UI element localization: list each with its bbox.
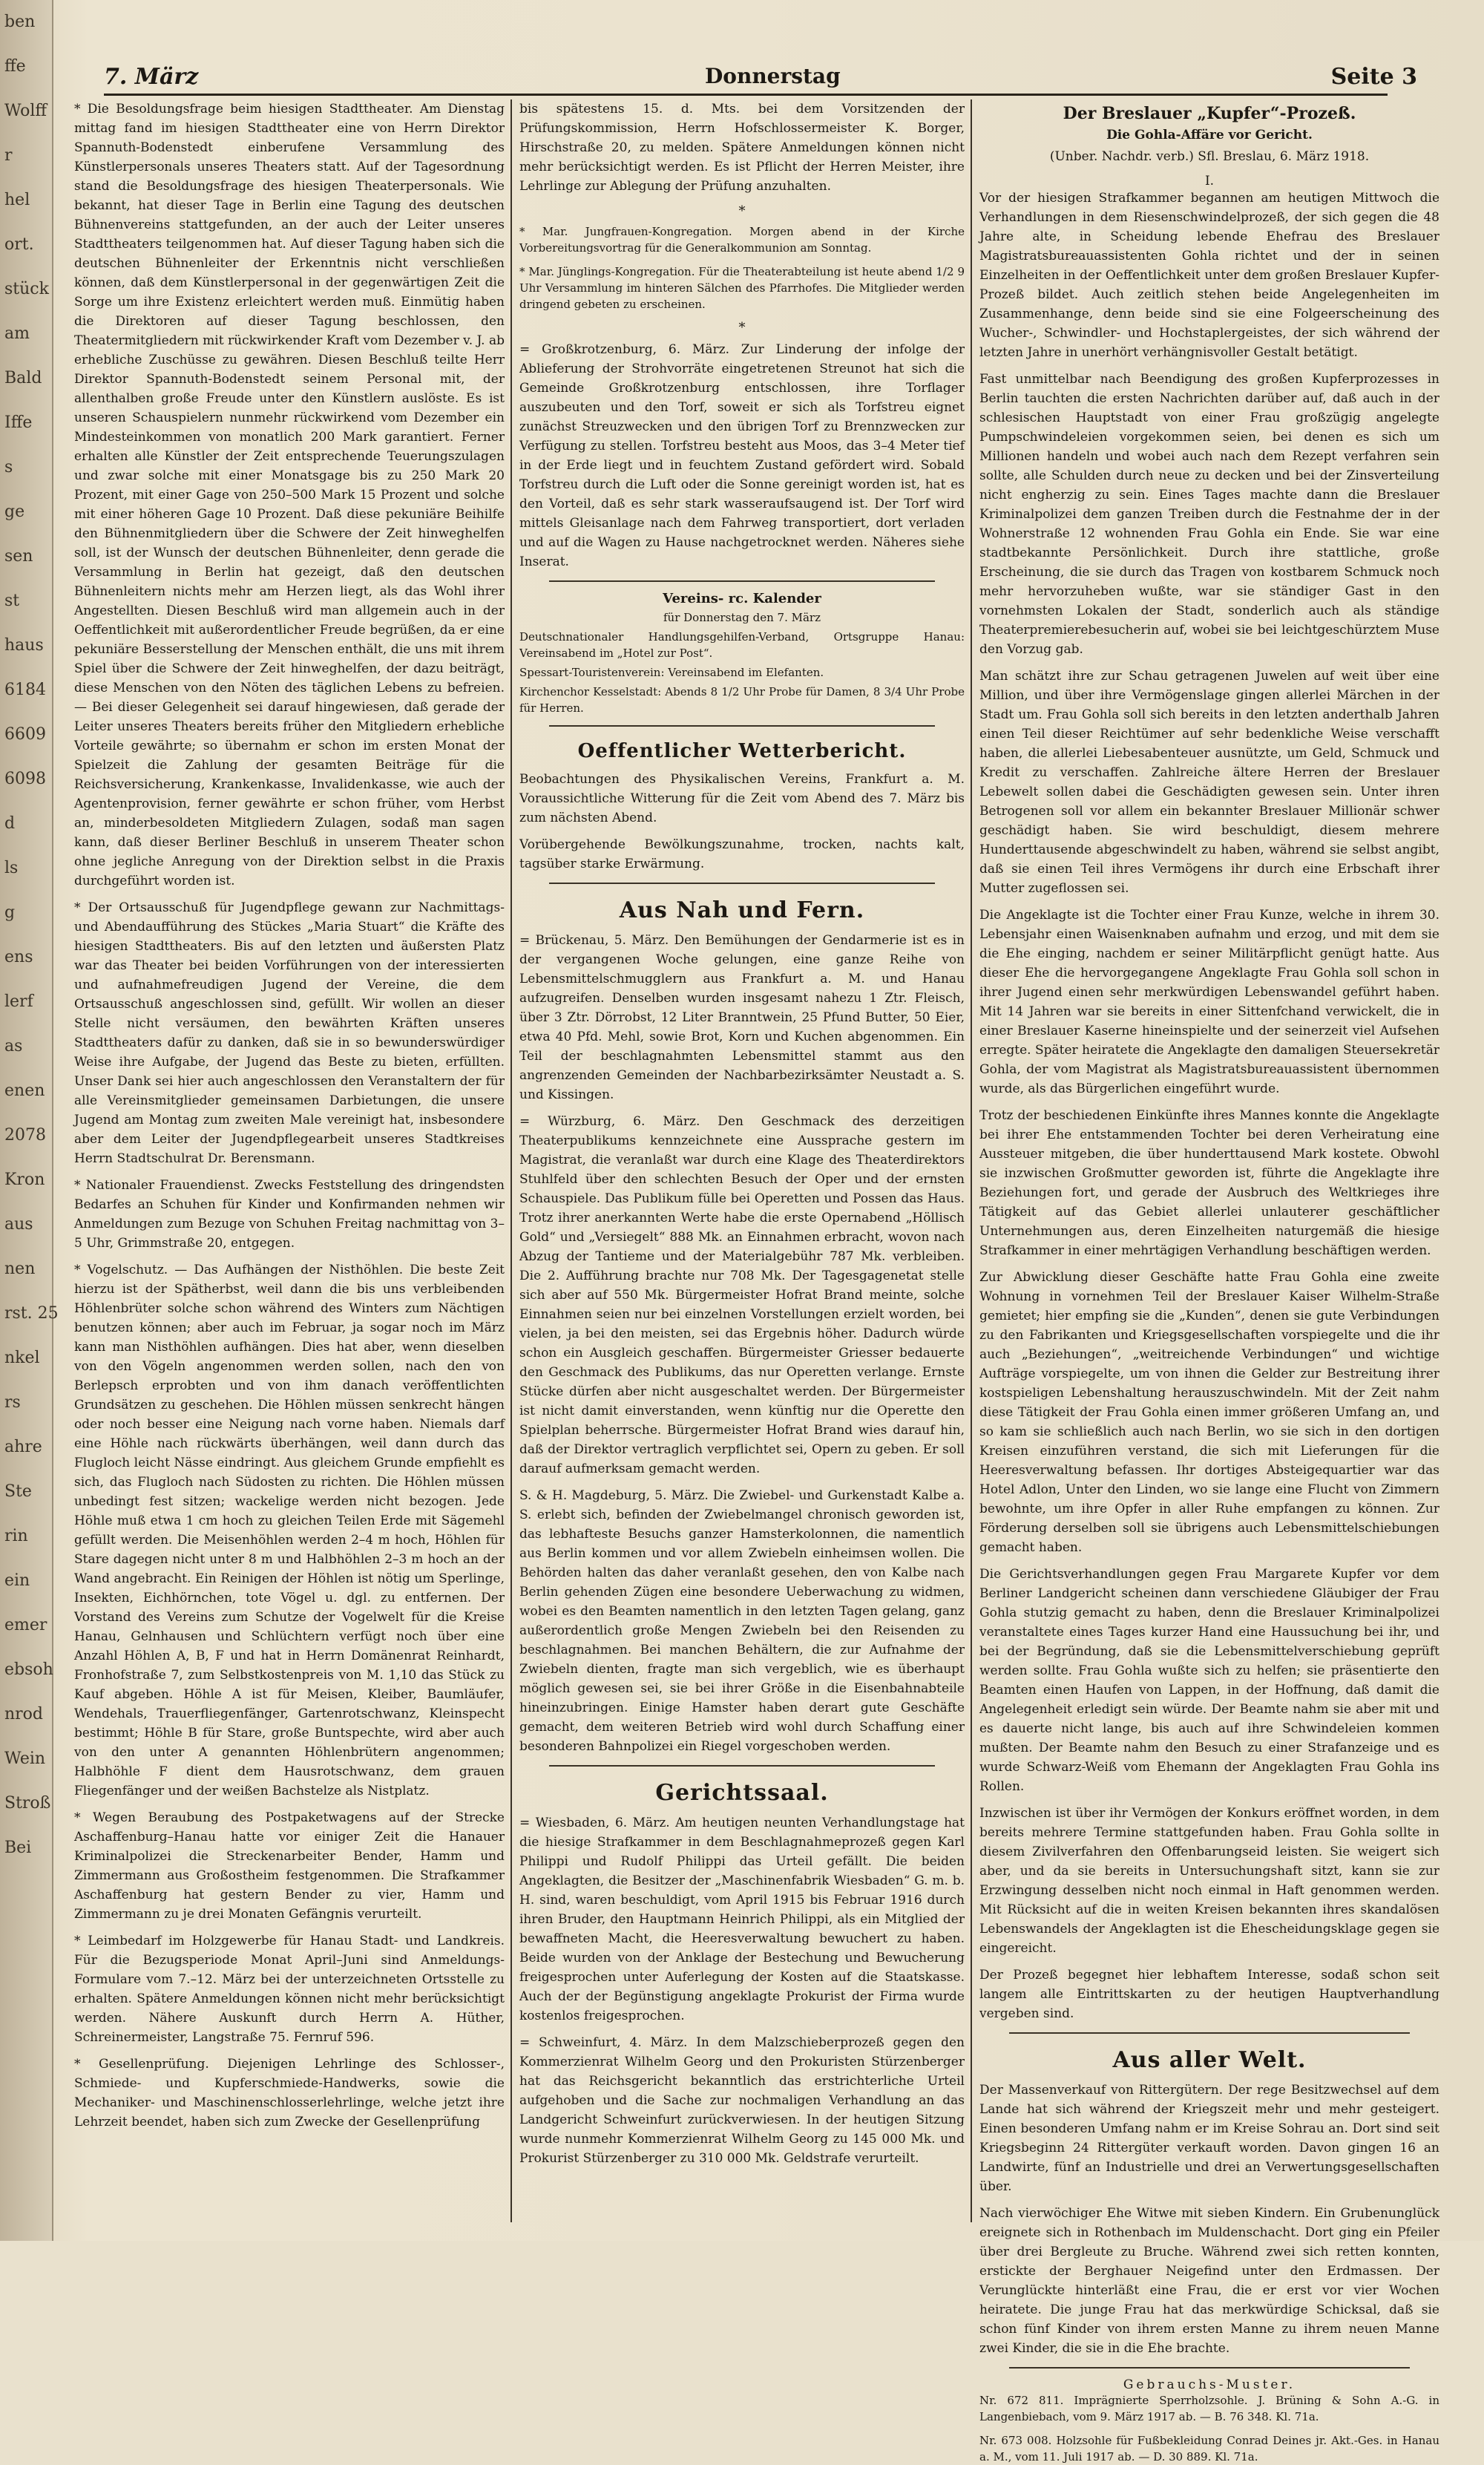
kupfer-para: Vor der hiesigen Strafkammer begannen am heutigen Mittwoch die Verhandlungen in dem Riesenschwindelprozeß, der sich gegen die 48 Jahre alte, in Scheidung lebende Ehefrau des Breslauer Magistratsbureauassistenten Gohla richtet und der in seinen Einzelheiten in der Oeffentlichkeit unter dem großen Breslauer Kupfer-Prozeß bildet. Auch zeitlich stehen beide Angelegenheiten im Zusammenhange, denn beide sind sie eine Folgeerscheinung des Wucher-, Schwindler- und Hochstaplergeistes, der sich während der letzten Jahre in unerhört verhängnisvoller Gestalt betätigt. <box>979 191 1439 360</box>
section-title-gerichtssaal: Gerichtssaal. <box>655 1780 829 1806</box>
kupfer-para: Trotz der beschiedenen Einkünfte ihres Mannes konnte die Angeklagte bei ihrer Ehe entstammenden Tochter bei deren Verheiratung eine Aussteuer mitgeben, die über hunderttausend Mark kostete. Obwohl sie inzwischen Großmutter geworden ist, führte die Angeklagte ihre Beziehungen fort, und gerade der Ausbruch des Weltkrieges ihre Tätigkeit auf das Gebiet allerlei unlauterer geschäftlicher Unternehmungen aus, deren Einzelheiten naturgemäß die hiesige Strafkammer in einer mehrtägigen Verhandlung beschäftigen werden. <box>979 1108 1439 1258</box>
divider <box>1009 2367 1410 2369</box>
kupfer-para: Der Prozeß begegnet hier lebhaftem Interesse, sodaß schon seit langem alle Eintrittskarten zu der heutigen Hauptverhandlung vergeben sind. <box>979 1968 1439 2021</box>
article-bird-protection: * Vogelschutz. — Das Aufhängen der Nisthöhlen. Die beste Zeit hierzu ist der Spätherbst, weil dann die bis uns verbleibenden Höhlenbrüter solche schon während des Winters zum Nächtigen benutzen können; aber auch im Februar, ja sogar noch im März kann man Nisthöhlen aufhängen. Dies hat aber, wenn dieselben von den Vögeln angenommen werden sollen, nach den von Berlepsch erprobten und von ihm danach veröffentlichten Grundsätzen zu geschehen. Die Höhlen müssen senkrecht hängen oder noch besser eine Neigung nach vorne haben. Niemals darf eine Höhle nach rückwärts überhängen, weil dann durch das Flugloch leicht Nässe eindringt. Aus gleichem Grunde empfiehlt es sich, das Flugloch nach Südosten zu richten. Die Höhlen müssen unbedingt fest sitzen; wackelige werden nicht bezogen. Jede Höhle muß etwa 1 cm hoch zu gleichen Teilen Erde mit Sägemehl gefüllt werden. Die Meisenhöhlen werden 2–4 m hoch, Höhlen für Stare dagegen nicht unter 8 m und Halbhöhlen 2–3 m hoch an der Wand angebracht. Ein Reinigen der Höhlen ist nötig um Sperlinge, Insekten, Eichhörnchen, tote Vögel u. dgl. zu entfernen. Der Vorstand des Vereins zum Schutze der Vogelwelt für die Kreise Hanau, Gelnhausen und Schlüchtern verfügt noch über eine Anzahl Höhlen A, B, F und hat in Herrn Domänenrat Reinhardt, Fronhofstraße 7, zum Selbstkostenpreis von M. 1,10 das Stück zu Kauf abgeben. Höhle A ist für Meisen, Kleiber, Baumläufer, Wendehals, Trauerfliegenfänger, Gartenrotschwanz, Kleinspecht bestimmt; Höhle B für Stare, große Buntspechte, wird aber auch von den unter A genannten Höhlenbrütern angenommen; Halbhöhle F dient dem Hausrotschwanz, dem grauen Fliegenfänger und der weißen Bachstelze als Nistplatz. <box>74 1263 505 1798</box>
margin-fragment: lerf <box>4 992 33 1011</box>
separator-star: * <box>738 320 746 335</box>
header-weekday: Donnerstag <box>705 64 841 88</box>
article-apprentice-exam-cont: bis spätestens 15. d. Mts. bei dem Vorsitzenden der Prüfungskommission, Herrn Hofschlossermeister K. Borger, Hirschstraße 20, zu melden. Spätere Anmeldungen können nicht mehr berücksichtigt werden. Es ist Pflicht der Herren Meister, ihre Lehrlinge zur Ablegung der Prüfung anzuhalten. <box>519 102 965 194</box>
margin-fragment: as <box>4 1037 23 1055</box>
margin-fragment: rin <box>4 1527 28 1545</box>
kupfer-para: Die Angeklagte ist die Tochter einer Frau Kunze, welche in ihrem 30. Lebensjahr einen Waisenknaben aufnahm und erzog, und mit dem sie die Ehe einging, nachdem er seiner Militärpflicht genügt hatte. Aus dieser Ehe die hervorgegangene Angeklagte Frau Gohla soll schon in ihrer Jugend einen sehr merkwürdigen Lebenswandel geführt haben. Mit 14 Jahren war sie bereits in einer Sittenfchand verwickelt, die in einer Breslauer Kaserne hineinspielte und der seinerzeit viel Aufsehen erregte. Später heiratete die Angeklagte den damaligen Steuersekretär Gohla, der vom Magistrat als Magistratsbureauassistent übernommen wurde, als das Bürgerlichen eingeführt wurde. <box>979 908 1439 1096</box>
margin-fragment: s <box>4 458 13 477</box>
margin-fragment: Bald <box>4 369 42 387</box>
divider <box>549 725 935 727</box>
divider <box>1009 2032 1410 2034</box>
article-dateline: (Unber. Nachdr. verb.) Sfl. Breslau, 6. März 1918. <box>1049 149 1370 164</box>
club-calendar <box>519 591 965 716</box>
article-apprentice-exam: * Gesellenprüfung. Diejenigen Lehrlinge des Schlosser-, Schmiede- und Kupferschmiede-Handwerks, sowie die Mechaniker- und Maschinenschlosserlehrlinge, welche jetzt ihre Lehrzeit beendet, haben sich zum Zwecke der Gesellenprüfung <box>74 2057 505 2130</box>
article-mail-robbery: * Wegen Beraubung des Postpaketwagens auf der Strecke Aschaffenburg–Hanau hatte vor einiger Zeit die Hanauer Kriminalpolizei die Streckenarbeiter Bender, Hamm und Zimmermann aus Großostheim festgenommen. Die Strafkammer Aschaffenburg hat gestern Bender zu vier, Hamm und Zimmermann zu je drei Monaten Gefängnis verurteilt. <box>74 1810 505 1922</box>
patent-entry: Nr. 673 008. Holzsohle für Fußbekleidung Conrad Deines jr. Akt.-Ges. in Hanau a. M., vom 11. Juli 1917 ab. — D. 30 889. Kl. 71a. <box>979 2434 1439 2464</box>
column-rule <box>971 99 972 2222</box>
margin-fragment: nen <box>4 1260 36 1278</box>
margin-fragment: d <box>4 814 16 833</box>
page-header <box>104 64 1417 96</box>
column-3 <box>979 99 1439 2464</box>
article-rittergueter: Der Massenverkauf von Rittergütern. Der rege Besitzwechsel auf dem Lande hat sich während der Kriegszeit mehr und mehr gesteigert. Einen besonderen Umfang nahm er im Kreise Sohrau an. Dort sind seit Kriegsbeginn 24 Rittergüter verkauft worden. Davon gingen 16 an Landwirte, fünf an Industrielle und drei an Verwertungsgesellschaften über. <box>979 2083 1439 2194</box>
margin-fragment: Ste <box>4 1482 32 1501</box>
margin-fragment: ebsoh <box>4 1660 53 1679</box>
column-2 <box>519 99 965 2230</box>
article-subtitle-gohla: Die Gohla-Affäre vor Gericht. <box>1106 128 1313 143</box>
divider <box>549 883 935 884</box>
kupfer-para: Die Gerichtsverhandlungen gegen Frau Margarete Kupfer vor dem Berliner Landgericht scheinen dann verschiedene Gläubiger der Frau Gohla stutzig gemacht zu haben, denn die Breslauer Kriminalpolizei veranstaltete eines Tages kurzer Hand eine Haussuchung bei ihr, und bei der Begründung, daß sie die Lebensmittelverschiebung geprüft werden sollte. Frau Gohla wußte sich zu helfen; sie präsentierte den Beamten einen Haufen von Lappen, in der Hoffnung, daß damit die Angelegenheit erledigt sein würde. Der Beamte nahm sie aber mit und es dauerte nicht lange, bis auch auf ihre Schwindeleien kommen mußten. Der Beamte nahm den Besuch zu einer Strafanzeige und es wurde Schwarz-Weiß vom Ehemann der Angeklagten Frau Gohla ins Rollen. <box>979 1567 1439 1794</box>
kupfer-para: Fast unmittelbar nach Beendigung des großen Kupferprozesses in Berlin tauchten die ersten Nachrichten darüber auf, daß auch in der schlesischen Hauptstadt von einer Frau großzügig angelegte Pumpschwindeleien vorgekommen seien, bei denen es sich um Millionen handeln und wobei auch nach dem Rezept verfahren sein sollte, alle Schulden durch neue zu decken und bei der Zinsverteilung nicht engherzig zu sein. Eines Tages machte dann die Breslauer Kriminalpolizei dem ganzen Treiben durch die Festnahme der in der Wohnerstraße 12 wohnenden Frau Gohla ein Ende. Sie war eine stadtbekannte Persönlichkeit. Durch ihre stattliche, große Erscheinung, die sie durch das Tragen von kostbarem Schmuck noch mehr hervorzuheben wußte, war sie ständiger Gast in den vornehmsten Lokalen der Stadt, sonderlich auch als ständige Theaterpremierebesucherin auf, wobei sie bei leichtgeschürztem Muse den Vorzug gab. <box>979 372 1439 657</box>
margin-fragment: ahre <box>4 1438 42 1456</box>
margin-fragment: ein <box>4 1571 30 1590</box>
article-glue-demand: * Leimbedarf im Holzgewerbe für Hanau Stadt- und Landkreis. Für die Bezugsperiode Monat April–Juni sind Anmeldungs-Formulare vom 7.–12. März bei der unterzeichneten Ortsstelle zu erhalten. Spätere Anmeldungen können nicht mehr berücksichtigt werden. Nähere Auskunft durch Herrn A. Hüther, Schreinermeister, Langstraße 75. Fernruf 596. <box>74 1934 505 2045</box>
weather-forecast: Vorübergehende Bewölkungszunahme, trocken, nachts kalt, tagsüber starke Erwärmung. <box>519 837 965 871</box>
column-rule <box>510 99 512 2222</box>
margin-fragment: r <box>4 146 13 165</box>
calendar-subtitle: für Donnerstag den 7. März <box>663 611 821 624</box>
header-date: 7. März <box>104 64 199 90</box>
margin-fragment: stück <box>4 280 49 298</box>
margin-fragment: Wolff <box>4 102 47 120</box>
weather-title: Oeffentlicher Wetterbericht. <box>577 740 907 762</box>
separator-star: * <box>738 203 746 219</box>
margin-fragment: 6184 <box>4 681 46 699</box>
article-womens-service: * Nationaler Frauendienst. Zwecks Feststellung des dringendsten Bedarfes an Schuhen für Kinder und Konfirmanden nehmen wir Anmeldungen zum Bezuge von Schuhen Freitag nachmittag von 3–5 Uhr, Grimmstraße 20, entgegen. <box>74 1178 505 1251</box>
margin-fragment: st <box>4 592 20 610</box>
kupfer-para: Inzwischen ist über ihr Vermögen der Konkurs eröffnet worden, in dem bereits mehrere Termine stattgefunden haben. Frau Gohla sollte in diesem Zivilverfahren den Offenbarungseid leisten. Sie weigert sich aber, und da sie bereits in Untersuchungshaft sitzt, kann sie zur Erzwingung desselben nicht noch einmal in Haft genommen werden. Mit Rücksicht auf die in weiten Kreisen bekannten ihres skandalösen Lebenswandels der Angeklagten ist die Ehescheidungsklage gegen sie eingereicht. <box>979 1806 1439 1956</box>
margin-fragment: 6098 <box>4 770 46 788</box>
margin-fragment: 6609 <box>4 725 46 744</box>
margin-fragment: ben <box>4 13 36 31</box>
margin-fragment: nrod <box>4 1705 44 1723</box>
section-title-nah-fern: Aus Nah und Fern. <box>619 897 865 923</box>
margin-fragment: nkel <box>4 1349 40 1367</box>
article-magdeburg: S. & H. Magdeburg, 5. März. Die Zwiebel- und Gurkenstadt Kalbe a. S. erlebt sich, befinden der Zwiebelmangel chronisch geworden ist, das lebhafteste Besuchs ganzer Hamsterkolonnen, die namentlich aus Berlin kommen und vor allem Zwiebeln einheimsen wollen. Die Behörden halten das daher veranlaßt gesehen, den von Kalbe nach Berlin gehenden Zügen eine besondere Ueberwachung zu widmen, wobei es den Beamten namentlich in den letzten Tagen gelang, ganz außerordentlich große Mengen Zwiebeln bei den Reisenden zu beschlagnahmen. Bei manchen Behältern, die zur Aufnahme der Zwiebeln dienten, fragte man sich vergeblich, wie es überhaupt möglich gewesen sei, sie bei ihrer Größe in die Eisenbahnabteile hineinzubringen. Einige Hamster haben derart gute Geschäfte gemacht, dem weiteren Betrieb wird wohl durch Schaffung einer besonderen Bahnpolizei ein Riegel vorgeschoben werden. <box>519 1488 965 1754</box>
margin-fragment: g <box>4 903 16 922</box>
margin-fragment: ens <box>4 948 33 966</box>
margin-fragment: am <box>4 324 30 343</box>
article-wiesbaden: = Wiesbaden, 6. März. Am heutigen neunten Verhandlungstage hat die hiesige Strafkammer in dem Beschlagnahmeprozeß gegen Karl Philippi und Rudolf Philippi das Urteil gefällt. Die beiden Angeklagten, die Besitzer der „Maschinenfabrik Wiesbaden“ G. m. b. H. sind, waren beschuldigt, vom April 1915 bis Februar 1916 durch ihren Bruder, den Hauptmann Heinrich Philippi, als ein Mitglied der bewaffneten Macht, die Heeresverwaltung bewuchert zu haben. Beide wurden von der Anklage der Bestechung und Bewucherung freigesprochen unter Auferlegung der Kosten auf die Staatskasse. Auch der der Begünstigung angeklagte Prokurist der Firma wurde kostenlos freigesprochen. <box>519 1816 965 2023</box>
patent-title: Gebrauchs-Muster. <box>1123 2377 1296 2392</box>
article-brueckenau: = Brückenau, 5. März. Den Bemühungen der Gendarmerie ist es in der vergangenen Woche gelungen, eine ganze Reihe von Lebensmittelschmugglern aus Frankfurt a. M. und Hanau aufzugreifen. Denselben wurden insgesamt nahezu 1 Ztr. Fleisch, über 3 Ztr. Dörrobst, 12 Liter Branntwein, 25 Pfund Butter, 50 Eier, etwa 40 Pfd. Mehl, sowie Brot, Korn und Kuchen abgenommen. Ein Teil der beschlagnahmten Lebensmittel stammt aus den angrenzenden Gemeinden der Nachbarbezirksämter Neustadt a. S. und Kissingen. <box>519 933 965 1102</box>
patent-entry: Nr. 672 811. Imprägnierte Sperrholzsohle. J. Brüning & Sohn A.-G. in Langenbiebach, vom 9. März 1917 ab. — B. 76 348. Kl. 71a. <box>979 2394 1439 2423</box>
calendar-entry: Spessart-Touristenverein: Vereinsabend im Elefanten. <box>519 666 824 679</box>
weather-report: Beobachtungen des Physikalischen Vereins, Frankfurt a. M. Voraussichtliche Witterung für die Zeit vom Abend des 7. März bis zum nächsten Abend. <box>519 772 965 825</box>
margin-fragment: ffe <box>4 57 26 76</box>
notice-juenglinge: * Mar. Jünglings-Kongregation. Für die Theaterabteilung ist heute abend 1/2 9 Uhr Versammlung im hinteren Sälchen des Pfarrhofes. Die Mitglieder werden dringend gebeten zu erscheinen. <box>519 265 965 311</box>
calendar-title: Vereins- rc. Kalender <box>663 591 821 606</box>
divider <box>549 1765 935 1767</box>
article-theater-salaries: * Die Besoldungsfrage beim hiesigen Stadttheater. Am Dienstag mittag fand im hiesigen Stadttheater eine von Herrn Direktor Spannuth-Bodenstedt einberufene Versammlung des Künstlerpersonals unseres Theaters statt. Auf der Tagesordnung stand die Besoldungsfrage des hiesigen Theaterpersonals. Wie bekannt, hat dieser Tage in Berlin eine Tagung des deutschen Bühnenvereins stattgefunden, an der auch der Leiter unseres Stadttheaters teilgenommen hat. Auf dieser Tagung haben sich die deutschen Bühnenleiter der Erkenntnis nicht verschließen können, daß dem Künstlerpersonal in der gegenwärtigen Zeit die Sorge um ihre Existenz erleichtert werden muß. Einmütig haben die Direktoren auf dieser Tagung beschlossen, den Theatermitgliedern mit rückwirkender Kraft vom Dezember v. J. ab erhebliche Zuschüsse zu gewähren. Diesen Beschluß teilte Herr Direktor Spannuth-Bodenstedt seinem Personal mit, der allenthalben große Freude unter den Künstlern auslöste. Es ist unseren Schauspielern nunmehr rückwirkend vom Dezember ein Mindesteinkommen von monatlich 200 Mark garantiert. Ferner erhalten alle Künstler der Zeit entsprechende Teuerungszulagen und zwar solche mit einer Monatsgage bis zu 250 Mark 20 Prozent, mit einer Gage von 250–500 Mark 15 Prozent und solche mit einer höheren Gage 10 Prozent. Daß diese pekuniäre Beihilfe den Bühnenmitgliedern über die Schwere der Zeit hinweghelfen soll, ist der Wunsch der deutschen Bühnenleiter, denn gerade die Versammlung in Berlin hat gezeigt, daß den deutschen Bühnenleitern nichts mehr am Herzen liegt, als das Wohl ihrer Angestellten. Diesen Beschluß wird man allgemein auch in der Oeffentlichkeit mit außerordentlicher Freude begrüßen, da er eine pekuniäre Besserstellung der Menschen enthält, die uns mit ihrem Spiel über die Schwere der Zeit hinweghelfen, der dazu beiträgt, diese Menschen von den Nöten des täglichen Lebens zu befreien. — Bei dieser Gelegenheit sei darauf hingewiesen, daß gerade der Leiter unseres Theaters bereits früher den Mitgliedern erhebliche Vorteile gewährte; so übernahm er schon im ersten Monat der Spielzeit die Zahlung der gesamten Beiträge für die Reichsversicherung, Krankenkasse, Invalidenkasse, wie auch der Agentenprovision, ferner gewährte er schon früher, vom Herbst an, minderbesoldeten Mitgliedern Zulagen, sodaß man sagen kann, daß dieser Berliner Beschluß in unserem Theater schon ohne jegliche Anregung von der Direktion selbst in die Praxis durchgeführt worden ist. <box>74 102 505 888</box>
article-schweinfurt: = Schweinfurt, 4. März. In dem Malzschieberprozeß gegen den Kommerzienrat Wilhelm Georg und den Prokuristen Stürzenberger hat das Reichsgericht bekanntlich das erstrichterliche Urteil aufgehoben und die Sache zur nochmaligen Verhandlung an das Landgericht Schweinfurt zurückverwiesen. In der heutigen Sitzung wurde nunmehr Kommerzienrat Wilhelm Georg zu 145 000 Mk. und Prokurist Stürzenberger zu 310 000 Mk. Geldstrafe verurteilt. <box>519 2035 965 2166</box>
margin-fragment: ort. <box>4 235 34 254</box>
kupfer-para: Man schätzt ihre zur Schau getragenen Juwelen auf weit über eine Million, und über ihre Vermögenslage gingen allerlei Märchen in der Stadt um. Frau Gohla soll sich bereits in den letzten anderthalb Jahren einen Teil dieser Reichtümer auf sehr bedenkliche Weise verschafft haben, die allerlei Liebesabenteuer ausnützte, um Geld, Schmuck und Kredit zu verschaffen. Zahlreiche ältere Herren der Breslauer Lebewelt sollen dabei die Geschädigten gewesen sein. Unter ihren Betrogenen soll vor allem ein bekannter Breslauer Millionär schwer geschädigt haben. Sie wird beschuldigt, diesem mehrere Hunderttausende abgeschwindelt zu haben, während sie selbst angibt, daß sie einen Teil ihres Vermögens ihr durch eine Erbschaft ihrer Mutter zugeflossen sei. <box>979 669 1439 896</box>
article-grosskrotzenburg: = Großkrotzenburg, 6. März. Zur Linderung der infolge der Ablieferung der Strohvorräte eingetretenen Streunot hat sich die Gemeinde Großkrotzenburg entschlossen, ihre Torflager auszubeuten und den Torf, soweit er sich als Torfstreu eignet zunächst Streuzwecken und den übrigen Torf zu Brennzwecken zur Verfügung zu stellen. Torfstreu besteht aus Moos, das 3–4 Meter tief in der Erde liegt und in feuchtem Zustand gefördert wird. Sobald Torfstreu durch die Luft oder die Sonne gereinigt worden ist, hat es den Vorteil, daß es sehr stark wasseraufsaugend ist. Der Torf wird mittels Gleisanlage nach dem Fahrweg transportiert, dort verladen und auf die Wagen zu Hause nachgetrocknet werden. Näheres siehe Inserat. <box>519 342 965 569</box>
article-part-number: I. <box>1204 174 1215 189</box>
margin-fragment: 2078 <box>4 1126 46 1145</box>
margin-fragment: emer <box>4 1616 47 1634</box>
margin-fragment: rs <box>4 1393 21 1412</box>
left-margin-fragments <box>0 0 59 2241</box>
margin-fragment: enen <box>4 1081 45 1100</box>
margin-fragment: ge <box>4 503 25 521</box>
margin-fragment: ls <box>4 859 19 877</box>
header-page-number: Seite 3 <box>1330 64 1417 90</box>
article-title-kupfer: Der Breslauer „Kupfer“-Prozeß. <box>1063 104 1356 123</box>
margin-fragment: aus <box>4 1215 33 1234</box>
article-youth-care: * Der Ortsausschuß für Jugendpflege gewann zur Nachmittags- und Abendaufführung des Stückes „Maria Stuart“ die Kräfte des hiesigen Stadttheaters. Bis auf den letzten und äußersten Platz war das Theater bei beiden Vorführungen von der interessierten und aufnahmefreudigen Jugend der Vereine, die dem Ortsausschuß angeschlossen sind, gefüllt. Wir wollen an dieser Stelle nicht versäumen, den bewährten Kräften unseres Stadttheaters dafür zu danken, daß sie in so bewunderswürdiger Weise ihre Aufgabe, der Jugend das Beste zu bieten, erfüllten. Unser Dank sei hier auch angeschlossen den Veranstaltern der für alle Vereinsmitglieder gemeinsamen Darbietungen, die unsere Jugend am Montag zum zweiten Male vereinigt hat, insbesondere aber dem Leiter der Jugendpflegearbeit unseres Stadtkreises Herrn Stadtschulrat Dr. Berensmann. <box>74 900 505 1166</box>
section-title-aus-aller-welt: Aus aller Welt. <box>1112 2047 1307 2073</box>
margin-fragment: haus <box>4 636 44 655</box>
margin-fragment: Stroß <box>4 1794 51 1813</box>
notice-jungfrauen: * Mar. Jungfrauen-Kongregation. Morgen abend in der Kirche Vorbereitungsvortrag für die Generalkommunion am Sonntag. <box>519 225 965 255</box>
kupfer-para: Zur Abwicklung dieser Geschäfte hatte Frau Gohla eine zweite Wohnung in vornehmen Teil der Breslauer Kaiser Wilhelm-Straße gemietet; hier empfing sie die „Kunden“, denen sie gute Verbindungen zu den Fabrikanten und Kriegsgesellschaften vorspiegelte und die ihr auch „Beziehungen“, „weitreichende Verbindungen“ und wichtige Aufträge vorspiegelte, um von ihnen die Gelder zur Bestreitung ihrer kostspieligen Lebenshaltung herauszuschwindeln. Mit der Zeit nahm diese Tätigkeit der Frau Gohla einen immer größeren Umfang an, und so kam sie schließlich auch nach Berlin, wo sie sich in den dortigen Kreisen einzuführen verstand, die sich mit Lieferungen für die Heeresverwaltung befassen. Ihr dortiges Absteigequartier war das Hotel Adlon, Unter den Linden, wo sie lange eine Flucht von Zimmern bewohnte, um ihre Opfer in aller Ruhe empfangen zu können. Zur Förderung derselben soll sie übrigens auch Lebensmittelschiebungen gemacht haben. <box>979 1270 1439 1555</box>
margin-fragment: Iffe <box>4 413 33 432</box>
margin-fragment: sen <box>4 547 33 566</box>
divider <box>549 580 935 582</box>
margin-fragment: Wein <box>4 1749 46 1768</box>
margin-fragment: hel <box>4 191 30 209</box>
margin-fragment: rst. 25 <box>4 1304 59 1323</box>
article-grubenunglueck: Nach vierwöchiger Ehe Witwe mit sieben Kindern. Ein Grubenunglück ereignete sich in Rothenbach im Muldenschacht. Dort ging ein Pfeiler über drei Bergleute zu Bruche. Während zwei sich retten konnten, erstickte der Berghauer Neigefind unter den Erdmassen. Der Verunglückte hinterläßt eine Frau, die er erst vor vier Wochen heiratete. Die junge Frau hat das merkwürdige Schicksal, daß sie schon fünf Kinder von ihrem ersten Manne zu ihrem neuen Manne zwei Kinder, die sie in die Ehe brachte. <box>979 2206 1439 2356</box>
column-1 <box>74 99 505 2230</box>
article-wuerzburg: = Würzburg, 6. März. Den Geschmack des derzeitigen Theaterpublikums kennzeichnete eine Aussprache gestern im Magistrat, die veranlaßt war durch eine Klage des Theaterdirektors Stuhlfeld über den schlechten Besuch der Oper und der ernsten Schauspiele. Das Publikum fülle bei Operetten und Possen das Haus. Trotz ihrer anerkannten Werte habe die erste Opernabend „Höllisch Gold“ und „Versiegelt“ 888 Mk. an Einnahmen erbracht, wovon nach Abzug der Tantieme und der Materialgebühr 787 Mk. verbleiben. Die 2. Aufführung brachte nur 708 Mk. Der Tagesgagenetat stelle sich aber auf 550 Mk. Bürgermeister Hofrat Brand meinte, solche Einnahmen seien nur bei einzelnen Vorstellungen erzielt worden, bei vielen, ja bei den meisten, sei das Ergebnis höher. Dadurch würde schon ein Ausgleich geschaffen. Bürgermeister Griesser bedauerte den Geschmack des Publikums, das nur Operetten verlange. Ernste Stücke dürfen aber nicht ausgeschaltet werden. Der Bürgermeister ist nicht damit einverstanden, wenn künftig nur die Operette den Spielplan beherrsche. Bürgermeister Hofrat Brand wies darauf hin, daß der Direktor vertraglich verpflichtet sei, Opern zu geben. Er soll darauf aufmerksam gemacht werden. <box>519 1114 965 1476</box>
margin-fragment: Kron <box>4 1171 45 1189</box>
calendar-entry: Deutschnationaler Handlungsgehilfen-Verband, Ortsgruppe Hanau: Vereinsabend im „Hotel zur Post“. <box>519 630 965 660</box>
margin-fragment: Bei <box>4 1839 32 1857</box>
calendar-entry: Kirchenchor Kesselstadt: Abends 8 1/2 Uhr Probe für Damen, 8 3/4 Uhr Probe für Herren. <box>519 685 965 715</box>
